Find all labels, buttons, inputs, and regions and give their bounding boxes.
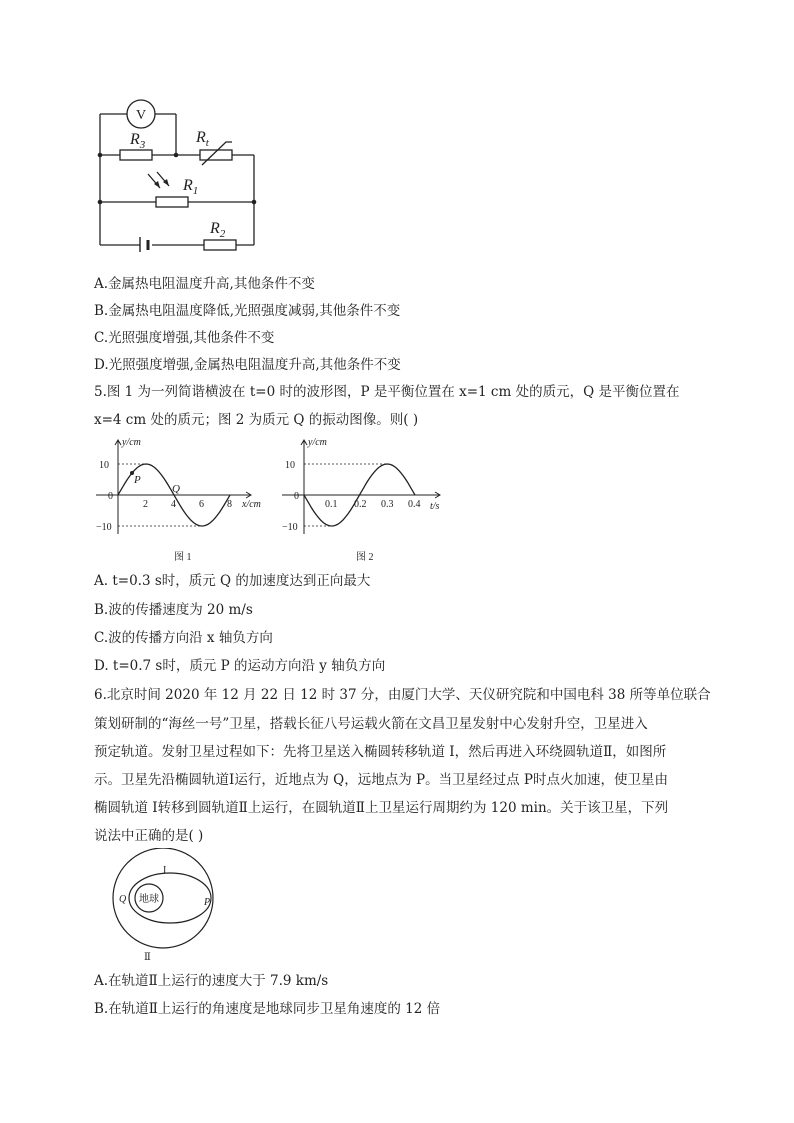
fig2-ytick-neg10: −10 — [282, 522, 298, 533]
q5-option-c: C.波的传播方向沿 x 轴负方向 — [94, 630, 273, 646]
fig2-xtick-02: 0.2 — [354, 499, 367, 510]
orbit-ii-label: Ⅱ — [144, 952, 151, 963]
fig2-ytick-0: 0 — [294, 491, 299, 502]
q6-stem-line-5: 椭圆轨道 I转移到圆轨道Ⅱ上运行，在圆轨道Ⅱ上卫星运行周期约为 120 min。关于该卫星，下列 — [94, 800, 669, 816]
fig1-caption: 图 1 — [174, 552, 192, 563]
r1-label: R — [183, 177, 193, 194]
fig1-x-axis-label: x/cm — [242, 499, 261, 510]
fig1-xtick-6: 6 — [199, 499, 204, 510]
q4-option-b: B.金属热电阻温度降低,光照强度减弱,其他条件不变 — [94, 303, 401, 319]
fig1-ytick-0: 0 — [108, 491, 113, 502]
earth-label: 地球 — [139, 894, 159, 905]
orbit-i-label: I — [163, 865, 167, 876]
q6-stem-line-4: 示。卫星先沿椭圆轨道Ⅰ运行，近地点为 Q，远地点为 P。当卫星经过点 P时点火加速，使卫星由 — [94, 772, 668, 788]
q5-option-d: D. t=0.7 s时，质元 P 的运动方向沿 y 轴负方向 — [94, 658, 386, 674]
rt-label: R — [196, 129, 206, 146]
q6-stem-line-6: 说法中正确的是( ) — [94, 828, 204, 844]
q-label: Q — [172, 483, 180, 495]
circuit-diagram — [90, 92, 265, 252]
fig2-caption: 图 2 — [356, 552, 374, 563]
q5-option-a: A. t=0.3 s时，质元 Q 的加速度达到正向最大 — [94, 573, 371, 589]
fig2-x-axis-label: t/s — [430, 501, 440, 512]
q4-option-a: A.金属热电阻温度升高,其他条件不变 — [94, 276, 315, 292]
q6-stem-line-1: 6.北京时间 2020 年 12 月 22 日 12 时 37 分，由厦门大学、天仪研究院和中国电科 38 所等单位联合 — [94, 687, 711, 703]
wave-figure-1 — [96, 436, 268, 564]
r2-label: R — [210, 220, 220, 237]
fig1-xtick-8: 8 — [227, 499, 232, 510]
orbit-diagram — [100, 848, 230, 964]
q6-option-a: A.在轨道Ⅱ上运行的速度大于 7.9 km/s — [94, 973, 329, 989]
svg-text:R3 — [129, 131, 146, 151]
wave-figure-2 — [280, 436, 450, 564]
fig1-ytick-10: 10 — [99, 460, 109, 471]
p-label: P — [134, 474, 141, 486]
svg-text:R2 — [209, 220, 226, 240]
fig1-y-axis-label: y/cm — [122, 437, 141, 448]
fig2-xtick-01: 0.1 — [325, 499, 338, 510]
q5-stem-line-2: x=4 cm 处的质元；图 2 为质元 Q 的振动图像。则( ) — [94, 412, 419, 428]
fig2-xtick-03: 0.3 — [381, 499, 394, 510]
q5-stem-line-1: 5.图 1 为一列简谐横波在 t=0 时的波形图，P 是平衡位置在 x=1 cm 处的质元，Q 是平衡位置在 — [94, 384, 680, 400]
fig1-ytick-neg10: −10 — [96, 522, 112, 533]
r3-subscript: 3 — [139, 139, 146, 151]
fig2-ytick-10: 10 — [285, 460, 295, 471]
svg-text:Rt — [195, 129, 210, 149]
q-point-label: Q — [119, 894, 127, 905]
q4-option-c: C.光照强度增强,其他条件不变 — [94, 330, 275, 346]
fig1-xtick-4: 4 — [171, 499, 176, 510]
circuit-svg — [90, 92, 265, 252]
fig1-xtick-2: 2 — [143, 499, 148, 510]
q6-stem-line-2: 策划研制的“海丝一号”卫星，搭载长征八号运载火箭在文昌卫星发射中心发射升空，卫星进入 — [94, 716, 648, 732]
voltmeter-label: V — [135, 108, 147, 123]
fig2-xtick-04: 0.4 — [408, 499, 421, 510]
fig2-y-axis-label: y/cm — [308, 437, 327, 448]
r1-subscript: 1 — [192, 185, 199, 197]
q6-option-b: B.在轨道Ⅱ上运行的角速度是地球同步卫星角速度的 12 倍 — [94, 1001, 441, 1017]
svg-text:R1 — [182, 177, 198, 197]
r3-label: R — [130, 131, 140, 148]
rt-subscript: t — [205, 137, 209, 149]
q6-stem-line-3: 预定轨道。发射卫星过程如下：先将卫星送入椭圆转移轨道 I，然后再进入环绕圆轨道Ⅱ，如图所 — [94, 744, 667, 760]
p-point-label: P — [204, 897, 211, 908]
q5-option-b: B.波的传播速度为 20 m/s — [94, 602, 253, 618]
r2-subscript: 2 — [219, 228, 226, 240]
q4-option-d: D.光照强度增强,金属热电阻温度升高,其他条件不变 — [94, 357, 401, 373]
